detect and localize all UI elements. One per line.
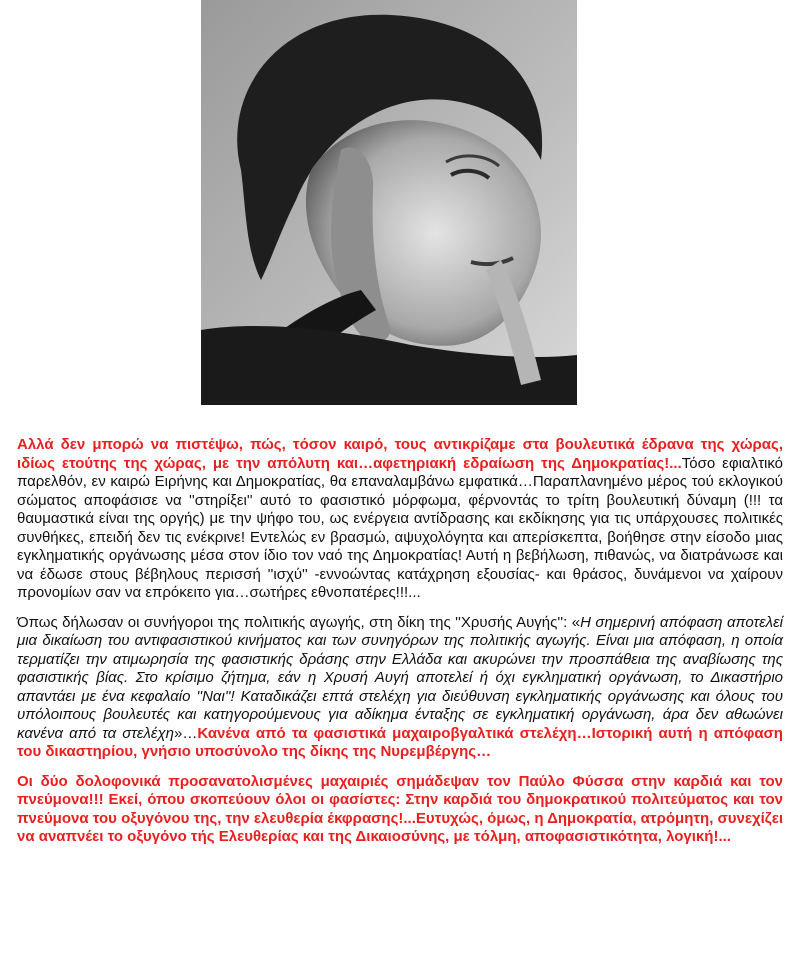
article-text	[17, 436, 783, 858]
paragraph-1-red-intro: Αλλά δεν μπορώ να πιστέψω, πώς, τόσον καιρό, τους αντικρίζαμε στα βουλευτικά έδρανα της χώρας, ιδίως ετούτης της χώρας, με την απόλυτη και…αφετηριακή εδραίωση της Δημοκρατίας!...	[17, 436, 783, 472]
paragraph-3	[17, 773, 783, 847]
paragraph-3-red-text: Οι δύο δολοφονικά προσανατολισμένες μαχαιριές σημάδεψαν τον Παύλο Φύσσα στην καρδιά και τον πνεύμονα!!! Εκεί, όπου σκοπεύουν όλοι οι φασίστες: Στην καρδιά του δημοκρατικού πολιτεύματος και τον πνεύμονα του οξυγόνου της, την ελευθερία έκφρασης!...Ευτυχώς, όμως, η Δημοκρατία, ατρόμητη, συνεχίζει να αναπνέει το οξυγόνο τής Ελευθερίας και της Δικαιοσύνης, με τόλμη, αποφασιστικότητα, λογική!...	[17, 772, 783, 845]
portrait-image	[201, 0, 577, 405]
paragraph-1-body: Τόσο εφιαλτικό παρελθόν, εν καιρώ Ειρήνης και Δημοκρατίας, θα επαναλαμβάνω εμφατικά…Παραπλανημένο μέρος τού εκλογικού σώματος αποφάσισε να ''στηρίξει'' αυτό το φασιστικό μόρφωμα, φέρνοντάς το τρίτη βουλευτική δύναμη (!!! τα θαυμαστικά είναι της οργής) με την ψήφο του, ως ενέργεια αντίδρασης και εκδίκησης για τις υπάρχουσες πολιτικές συνθήκες, επειδή δεν τις ενέκρινε! Εντελώς εν βρασμώ, αψυχολόγητα και απερίσκεπτα, βοήθησε στην είσοδο μιας εγκληματικής οργάνωσης μέσα στον ίδιο τον ναό της Δημοκρατίας! Αυτή η βεβήλωση, πιθανώς, να διατράνωσε και να έδωσε στους βέβηλους περισσή ''ισχύ'' -εννοώντας κατάχρηση εξουσίας- και θράσος, δυνάμενοι να χαίρουν προνομίων σαν να επρόκειτο για…σωτήρες εθνοπατέρες!!!...	[17, 454, 783, 601]
paragraph-2	[17, 614, 783, 762]
portrait-photo	[201, 0, 577, 405]
paragraph-2-close: »…	[174, 724, 198, 742]
paragraph-2-red-tail: Κανένα από τα φασιστικά μαχαιροβγαλτικά στελέχη…Ιστορική αυτή η απόφαση του δικαστηρίου, γνήσιο υποσύνολο της δίκης της Νυρεμβέργης…	[17, 724, 783, 760]
paragraph-2-intro: Όπως δήλωσαν οι συνήγοροι της πολιτικής αγωγής, στη δίκη της ''Χρυσής Αυγής'': «	[17, 613, 581, 631]
paragraph-2-quote: Η σημερινή απόφαση αποτελεί μια δικαίωση του αντιφασιστικού κινήματος και των συνηγόρων της πολιτικής αγωγής. Είναι μια απόφαση, η οποία τερματίζει την ατιμωρησία της φασιστικής δράσης στην Ελλάδα και ακυρώνει την προσπάθεια της αναβίωσης της φασιστικής βίας. Στο κρίσιμο ζήτημα, εάν η Χρυσή Αυγή αποτελεί ή όχι εγκληματική οργάνωση, το Δικαστήριο απαντάει με ένα κεφαλαίο ''Ναι''! Καταδικάζει επτά στελέχη για διεύθυνση εγκληματικής οργάνωσης και όλους του υπόλοιπους βουλευτές και κατηγορούμενους για αδίκημα ένταξης σε εγκληματική οργάνωση, άρα δεν αθωώνει κανένα από τα στελέχη	[17, 613, 783, 742]
paragraph-1	[17, 436, 783, 603]
photo-area	[0, 0, 800, 430]
